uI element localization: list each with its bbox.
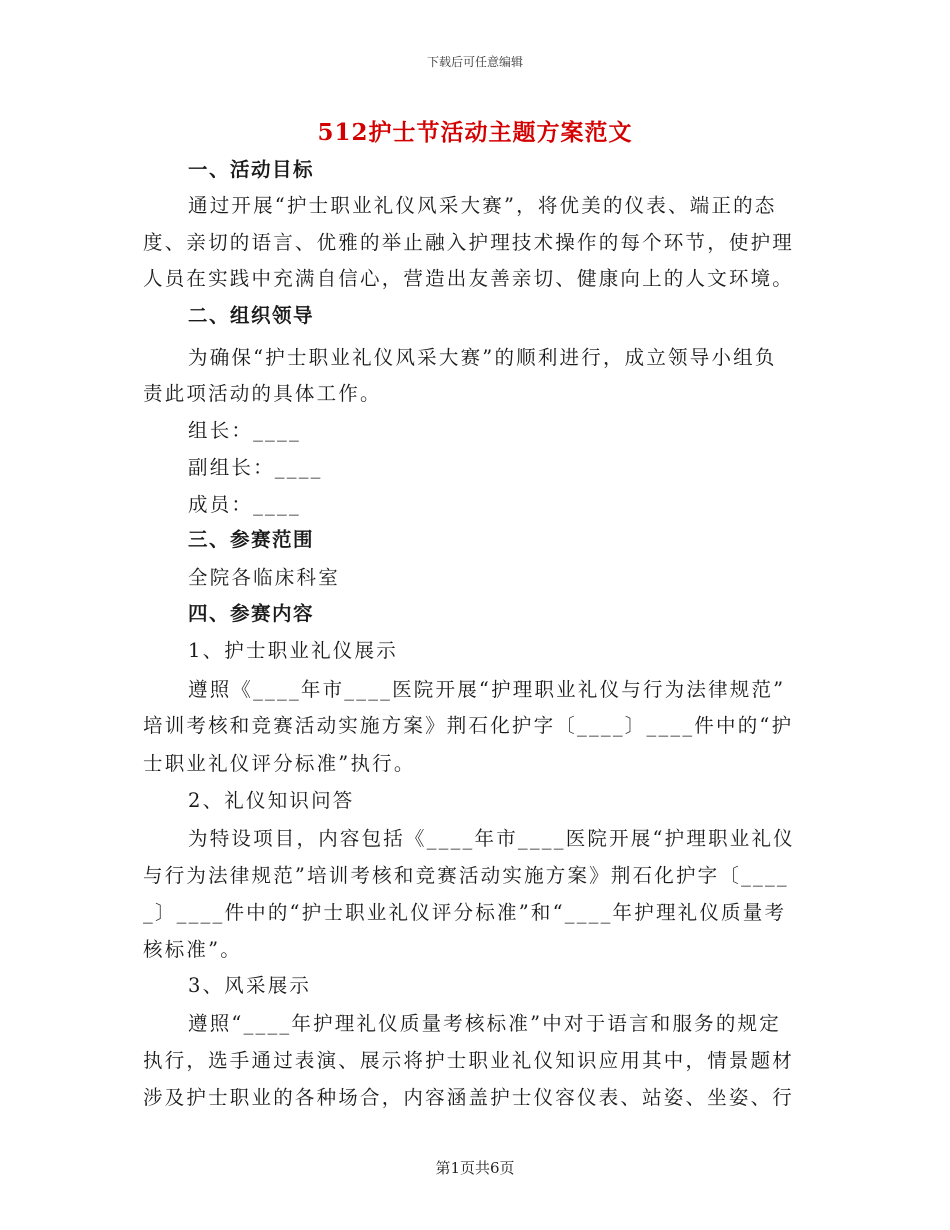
text-line: 三、参赛范围 xyxy=(188,528,315,551)
document-title: 512护士节活动主题方案范文 xyxy=(317,119,633,146)
text-line: _〕____件中的“护士职业礼仪评分标准”和“____年护理礼仪质量考 xyxy=(143,901,787,924)
text-line: 3、风采展示 xyxy=(188,974,312,997)
text-line: 组长：____ xyxy=(188,419,301,442)
text-line: 责此项活动的具体工作。 xyxy=(143,382,382,405)
text-line: 二、组织领导 xyxy=(188,304,315,327)
text-line: 核标准”。 xyxy=(143,938,242,961)
text-line: 为特设项目，内容包括《____年市____医院开展“护理职业礼仪 xyxy=(188,827,795,850)
text-line: 遵照《____年市____医院开展“护理职业礼仪与行为法律规范” xyxy=(188,678,786,701)
text-line: 执行，选手通过表演、展示将护士职业礼仪知识应用其中，情景题材 xyxy=(143,1049,795,1072)
text-line: 度、亲切的语言、优雅的举止融入护理技术操作的每个环节，使护理 xyxy=(143,231,795,254)
text-line: 通过开展“护士职业礼仪风采大赛”，将优美的仪表、端正的态 xyxy=(188,194,777,217)
text-line: 四、参赛内容 xyxy=(188,602,315,625)
page-header: 下载后可任意编辑 xyxy=(426,55,523,69)
text-line: 成员：____ xyxy=(188,493,301,516)
text-line: 1、护士职业礼仪展示 xyxy=(188,639,398,662)
text-line: 涉及护士职业的各种场合，内容涵盖护士仪容仪表、站姿、坐姿、行 xyxy=(143,1086,795,1109)
text-line: 全院各临床科室 xyxy=(188,566,340,589)
text-line: 与行为法律规范”培训考核和竞赛活动实施方案》荆石化护字〔____ xyxy=(143,864,789,887)
text-line: 2、礼仪知识问答 xyxy=(188,789,355,812)
text-line: 副组长：____ xyxy=(188,456,323,479)
text-line: 人员在实践中充满自信心，营造出友善亲切、健康向上的人文环境。 xyxy=(143,267,795,290)
text-line: 培训考核和竞赛活动实施方案》荆石化护字〔____〕____件中的“护 xyxy=(143,714,794,737)
text-line: 为确保“护士职业礼仪风采大赛”的顺利进行，成立领导小组负 xyxy=(188,346,777,369)
text-line: 士职业礼仪评分标准”执行。 xyxy=(143,752,416,775)
page-footer: 第1页共6页 xyxy=(435,1159,515,1177)
text-line: 遵照“____年护理礼仪质量考核标准”中对于语言和服务的规定 xyxy=(188,1012,781,1035)
text-line: 一、活动目标 xyxy=(188,158,315,181)
